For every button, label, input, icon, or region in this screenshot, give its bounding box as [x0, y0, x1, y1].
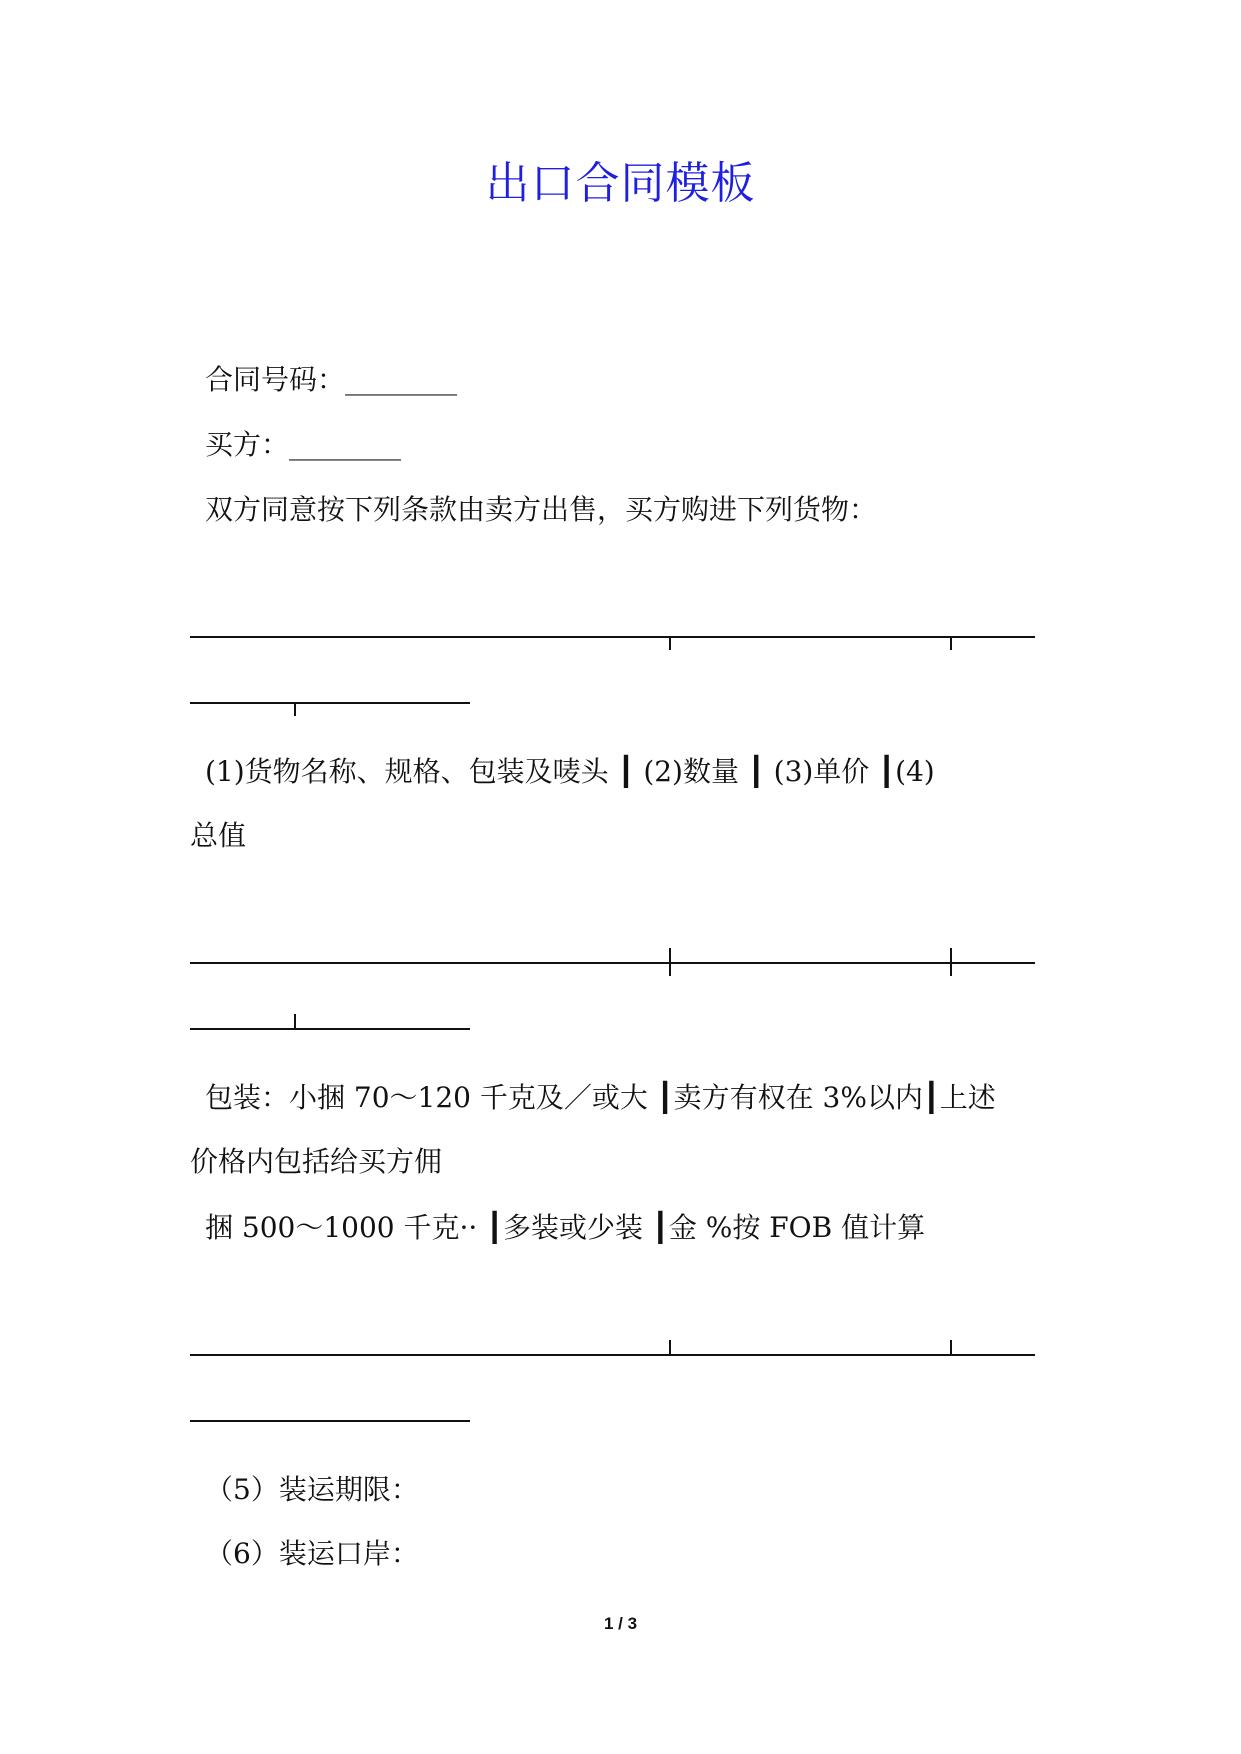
packing-row: 包装：小捆 70～120 千克及／或大 ┃卖方有权在 3%以内┃上述	[205, 1081, 996, 1114]
page-number: 1 / 3	[603, 1614, 638, 1633]
buyer-line: 买方：________	[205, 428, 402, 461]
clause-shipment-period: （5）装运期限：	[205, 1473, 419, 1506]
document-title: 出口合同模板	[485, 158, 756, 209]
contract-number-line: 合同号码：________	[205, 363, 458, 396]
intro-paragraph: 双方同意按下列条款由卖方出售，买方购进下列货物：	[205, 493, 878, 526]
table-header-row: (1)货物名称、规格、包装及唛头 ┃ (2)数量 ┃ (3)单价 ┃(4)	[205, 755, 935, 788]
table-header-row-cont: 总值	[190, 819, 247, 852]
packing-row-2: 捆 500～1000 千克·· ┃多装或少装 ┃金 %按 FOB 值计算	[205, 1211, 926, 1244]
packing-row-cont: 价格内包括给买方佣	[190, 1145, 443, 1178]
clause-loading-port: （6）装运口岸：	[205, 1537, 419, 1570]
